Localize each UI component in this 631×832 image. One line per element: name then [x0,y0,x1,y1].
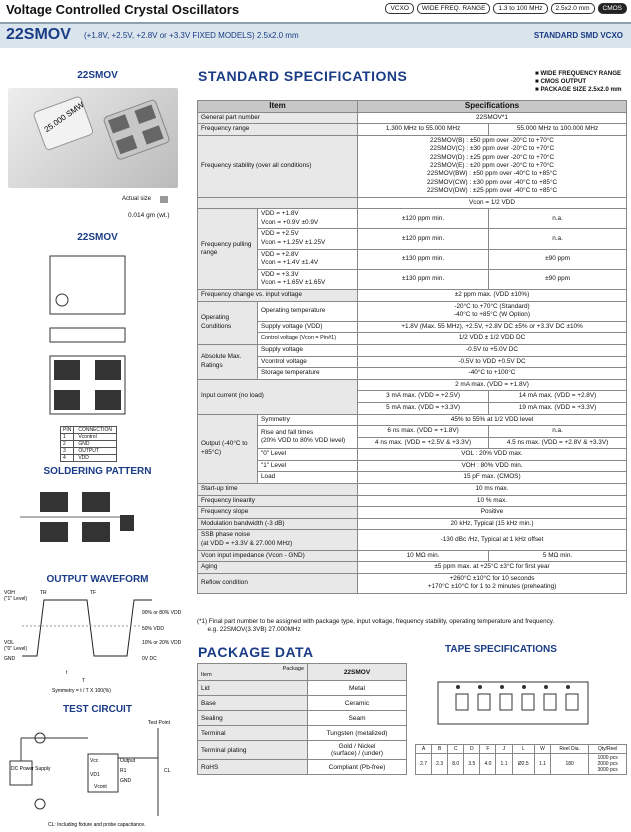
tape-table: A B C D F J L W Reel Dia. Qty/Reel 2.7 2.3 8.0 3.5 4.0 1.1 Ø2.5 1.1 180 1000 pcs 2000 pcs 3000 pcs [415,744,627,775]
svg-text:TF: TF [90,590,97,596]
svg-text:VOL: VOL [4,640,15,646]
svg-text:T: T [82,678,86,684]
tag: 2.5x2.0 mm [551,3,595,14]
actual-size-chip [160,196,168,203]
dimension-title: 22SMOV [77,232,118,243]
test-circuit [8,716,188,832]
footnote: (*1) Final part number to be assigned with package type, input voltage, frequency stability, operating temperature and frequency. e.g. 22SMOV(3.3VB) 27.000MHz [197,618,555,633]
feature-bullets [535,70,622,94]
pin-table: PIN CONNECTION 1 Vcontrol 2 GND 3 OUTPUT 4 VDD [60,426,117,462]
svg-text:Vcont: Vcont [94,784,107,790]
svg-text:Vcc: Vcc [90,758,99,764]
package-table: Package Item 22SMOV Lid Metal Base Ceramic Sealing Seam Terminal Tungsten (metalized) Terminal plating Gold / Nickel (surface) / (under) RoHS Compliant (Pb-free) [197,663,407,775]
solder-title: SOLDERING PATTERN [43,466,152,477]
svg-text:("1" Level): ("1" Level) [4,596,28,602]
svg-text:t: t [66,670,68,676]
tag: CMOS [598,3,628,14]
model-subtitle: (+1.8V, +2.5V, +2.8V or +3.3V FIXED MODELS) 2.5x2.0 mm [84,31,299,40]
output-title: OUTPUT WAVEFORM [46,574,149,585]
svg-text:Test Point: Test Point [148,720,170,726]
feature-tags [385,3,627,14]
weight: 0.014 gm (wt.) [128,212,170,219]
svg-text:TR: TR [40,590,47,596]
soldering-pattern [20,480,180,560]
svg-text:R1: R1 [120,768,127,774]
tag: 1.3 to 100 MHz [493,3,547,14]
photo-title: 22SMOV [77,70,118,81]
svg-text:Symmetry = t / T X 100(%): Symmetry = t / T X 100(%) [52,688,111,694]
actual-size-label: Actual size [122,196,152,202]
package-heading: PACKAGE DATA [198,644,314,660]
tag: WIDE FREQ. RANGE [417,3,491,14]
svg-text:CL: Including fixture and prob: CL: Including fixture and probe capacitance. [48,822,146,828]
svg-text:VOH: VOH [4,590,15,596]
tape-drawing [418,660,628,740]
svg-text:50% VDD: 50% VDD [142,626,164,632]
svg-text:GND: GND [120,778,132,784]
bullet: ■ WIDE FREQUENCY RANGE [535,70,622,77]
bullet: ■ CMOS OUTPUT [535,78,587,85]
svg-text:CL: CL [164,768,171,774]
svg-text:Output: Output [120,758,136,764]
svg-text:VD1: VD1 [90,772,100,778]
svg-text:10% or 20% VDD: 10% or 20% VDD [142,640,182,646]
page-title: Voltage Controlled Crystal Oscillators [6,2,240,17]
spec-heading: STANDARD SPECIFICATIONS [198,68,408,84]
tape-heading: TAPE SPECIFICATIONS [445,644,557,655]
output-waveform [2,586,197,696]
chip-marking: 25.000 SMW [42,100,86,135]
spec-table: Item Specifications General part number 22SMOV*1 Frequency range 1.300 MHz to 55.000 MHz 55.000 MHz to 100.000 MHz Frequency stability (over all conditions) 22SMOV(B) : ±50 ppm over -20°C to +70°C 22SMOV(C) : ±30 ppm over -20°C to +70°C 22SMOV(D) : ±25 ppm over -20°C to +70°C 22SMOV(E) : ±20 ppm over -20°C to +70°C 22SMOV(BW) : ±50 ppm over -40°C to +85°C 22SMOV(CW) : ±30 ppm over -40°C to +85°C 22SMOV(DW) : ±25 ppm over -40°C to +85°C Vcon = 1/2 VDD Frequency pulling range VDD = +1.8V Vcon = +0.9V ±0.9V ±120 ppm min. n.a. VDD = +2.5V Vcon = +1.25V ±1.25V ±120 ppm min. n.a. VDD = +2.8V Vcon = +1.4V ±1.4V ±130 ppm min. ±90 ppm VDD = +3.3V Vcon = +1.65V ±1.65V ±130 ppm min. ±90 ppm Frequency change vs. input voltage ±2 ppm max. (VDD ±10%) Operating Conditions Operating temperature -20°C to +70°C (Standard) -40°C to +85°C (W Option) Supply voltage (VDD) +1.8V (Max. 55 MHz), +2.5V, +2.8V DC ±5% or +3.3V DC ±10% Control voltage (Vcon = Pin#1) 1/2 VDD ± 1/2 VDD DC Absolute Max. Ratings Supply voltage -0.5V to +5.0V DC Vcontrol voltage -0.5V to VDD +0.5V DC Storage temperature -40°C to +100°C Input current (no load) 2 mA max. (VDD = +1.8V) 3 mA max. (VDD = +2.5V) 14 mA max. (VDD = +2.8V) 5 mA max. (VDD = +3.3V) 19 mA max. (VDD = +3.3V) Output (-40°C to +85°C) Symmetry 45% to 55% at 1/2 VDD level Rise and fall times (20% VDD to 80% VDD level) 6 ns max. (VDD = +1.8V) n.a. 4 ns max. (VDD = +2.5V & +3.3V) 4.5 ns max. (VDD = +2.8V & +3.3V) "0" Level VOL : 20% VDD max. "1" Level VOH : 80% VDD min. Load 15 pF max. (CMOS) Start-up time 10 ms max. Frequency linearity 10 % max. Frequency slope Positive Modulation bandwidth (-3 dB) 20 kHz, Typical (15 kHz min.) SSB phase noise (at VDD = +3.3V & 27.000 MHz) -130 dBc /Hz, Typical at 1 kHz offset Vcon input impedance (Vcon - GND) 10 MΩ min. 5 MΩ min. Aging ±5 ppm max. at +25°C ±3°C for first year Reflow condition +260°C ±10°C for 10 seconds +170°C ±10°C for 1 to 2 minutes (preheating) [197,100,627,594]
model-name: 22SMOV [6,26,71,43]
product-photo [8,88,178,188]
svg-text:0V DC: 0V DC [142,656,157,662]
bullet: ■ PACKAGE SIZE 2.5x2.0 mm [535,86,622,93]
crystal-image [8,88,178,188]
svg-text:DC Power Supply: DC Power Supply [11,766,51,772]
svg-text:GND: GND [4,656,16,662]
product-type: STANDARD SMD VCXO [533,31,623,40]
tag: VCXO [385,3,413,14]
test-title: TEST CIRCUIT [63,704,132,715]
svg-text:("0" Level): ("0" Level) [4,646,28,652]
svg-text:90% or 80% VDD: 90% or 80% VDD [142,610,182,616]
